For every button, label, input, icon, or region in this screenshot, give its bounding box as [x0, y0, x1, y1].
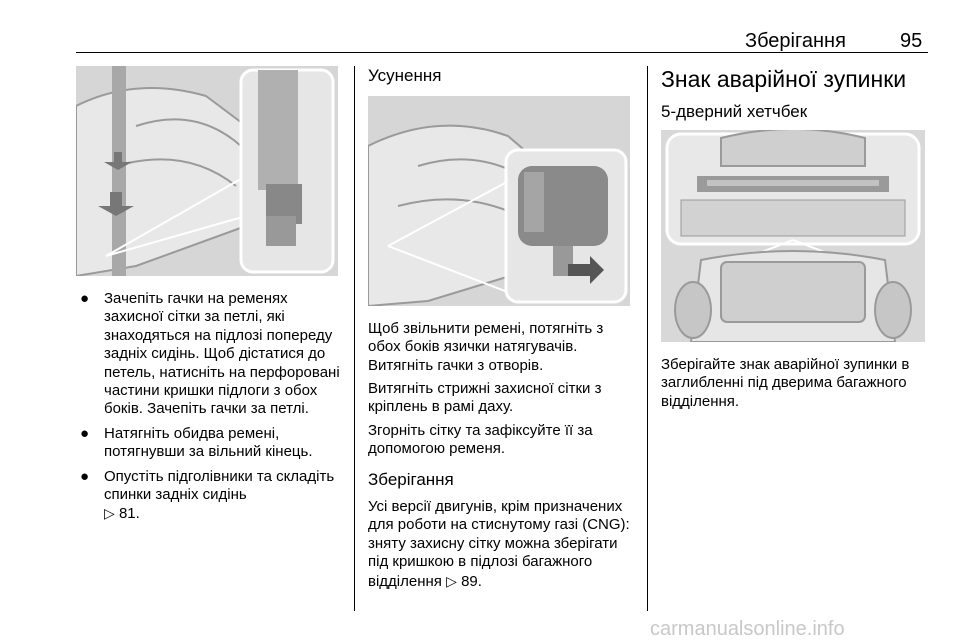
list-item	[80, 290, 342, 419]
page-reference-icon[interactable]: ▷	[104, 505, 115, 522]
paragraph-remove-rods: Витягніть стрижні захисної сітки з кріплень в рамі даху.	[368, 380, 602, 416]
page-section-title: Зберігання	[745, 30, 846, 52]
bullet-icon: ●	[80, 290, 90, 307]
section-heading-storage: Зберігання	[368, 470, 454, 489]
page-reference-link[interactable]: 81.	[118, 505, 140, 523]
section-heading-removal: Усунення	[368, 66, 442, 85]
paragraph-roll-net: Згорніть сітку та зафіксуйте її за допомогою ременя.	[368, 422, 593, 458]
page-reference-icon[interactable]: ▷	[446, 572, 457, 589]
subheading-5-door-hatchback: 5-дверний хетчбек	[661, 102, 808, 121]
header-rule	[76, 52, 928, 53]
illustration-warning-triangle-storage	[661, 130, 925, 342]
watermark: carmanualsonline.info	[650, 618, 845, 640]
instruction-list	[80, 290, 342, 530]
page-reference-link[interactable]: 89.	[461, 572, 482, 590]
illustration-tensioner-release	[368, 96, 630, 306]
column-divider-left	[354, 66, 355, 611]
paragraph-release-straps: Щоб звільнити ремені, потягніть з обох боків язички натягувачів. Витягніть гачки з отворів.	[368, 320, 604, 374]
list-item-text: Натягніть обидва ремені, потягнувши за вільний кінець.	[104, 424, 313, 461]
paragraph-warning-triangle: Зберігайте знак аварійної зупинки в заглибленні під дверима багажного відділення.	[661, 356, 910, 410]
paragraph-storage	[368, 498, 638, 591]
list-item	[80, 425, 342, 462]
column-divider-right	[647, 66, 648, 611]
list-item	[80, 468, 342, 524]
bullet-icon: ●	[80, 467, 90, 485]
illustration-net-hooks	[76, 66, 338, 276]
list-item-text: Опустіть підголівники та складіть спинки задніх сидінь	[104, 467, 335, 504]
section-heading-warning-triangle: Знак аварійної зупинки	[661, 66, 907, 92]
page-number: 95	[900, 30, 923, 52]
storage-text: Усі версії двигунів, крім призначених для роботи на стиснутому газі (CNG): зняту захисну сітку можна зберігати під кришкою в підлозі багажного відділення	[368, 498, 630, 590]
list-item-text: Зачепіть гачки на ременях захисної сітки за петлі, які знаходяться на підлозі попереду задніх сидінь. Щоб дістатися до петель, натисніть на перфоровані частини кришки підлоги з обох боків. Зачепіть гачки за петлі.	[104, 290, 340, 418]
bullet-icon: ●	[80, 424, 90, 442]
